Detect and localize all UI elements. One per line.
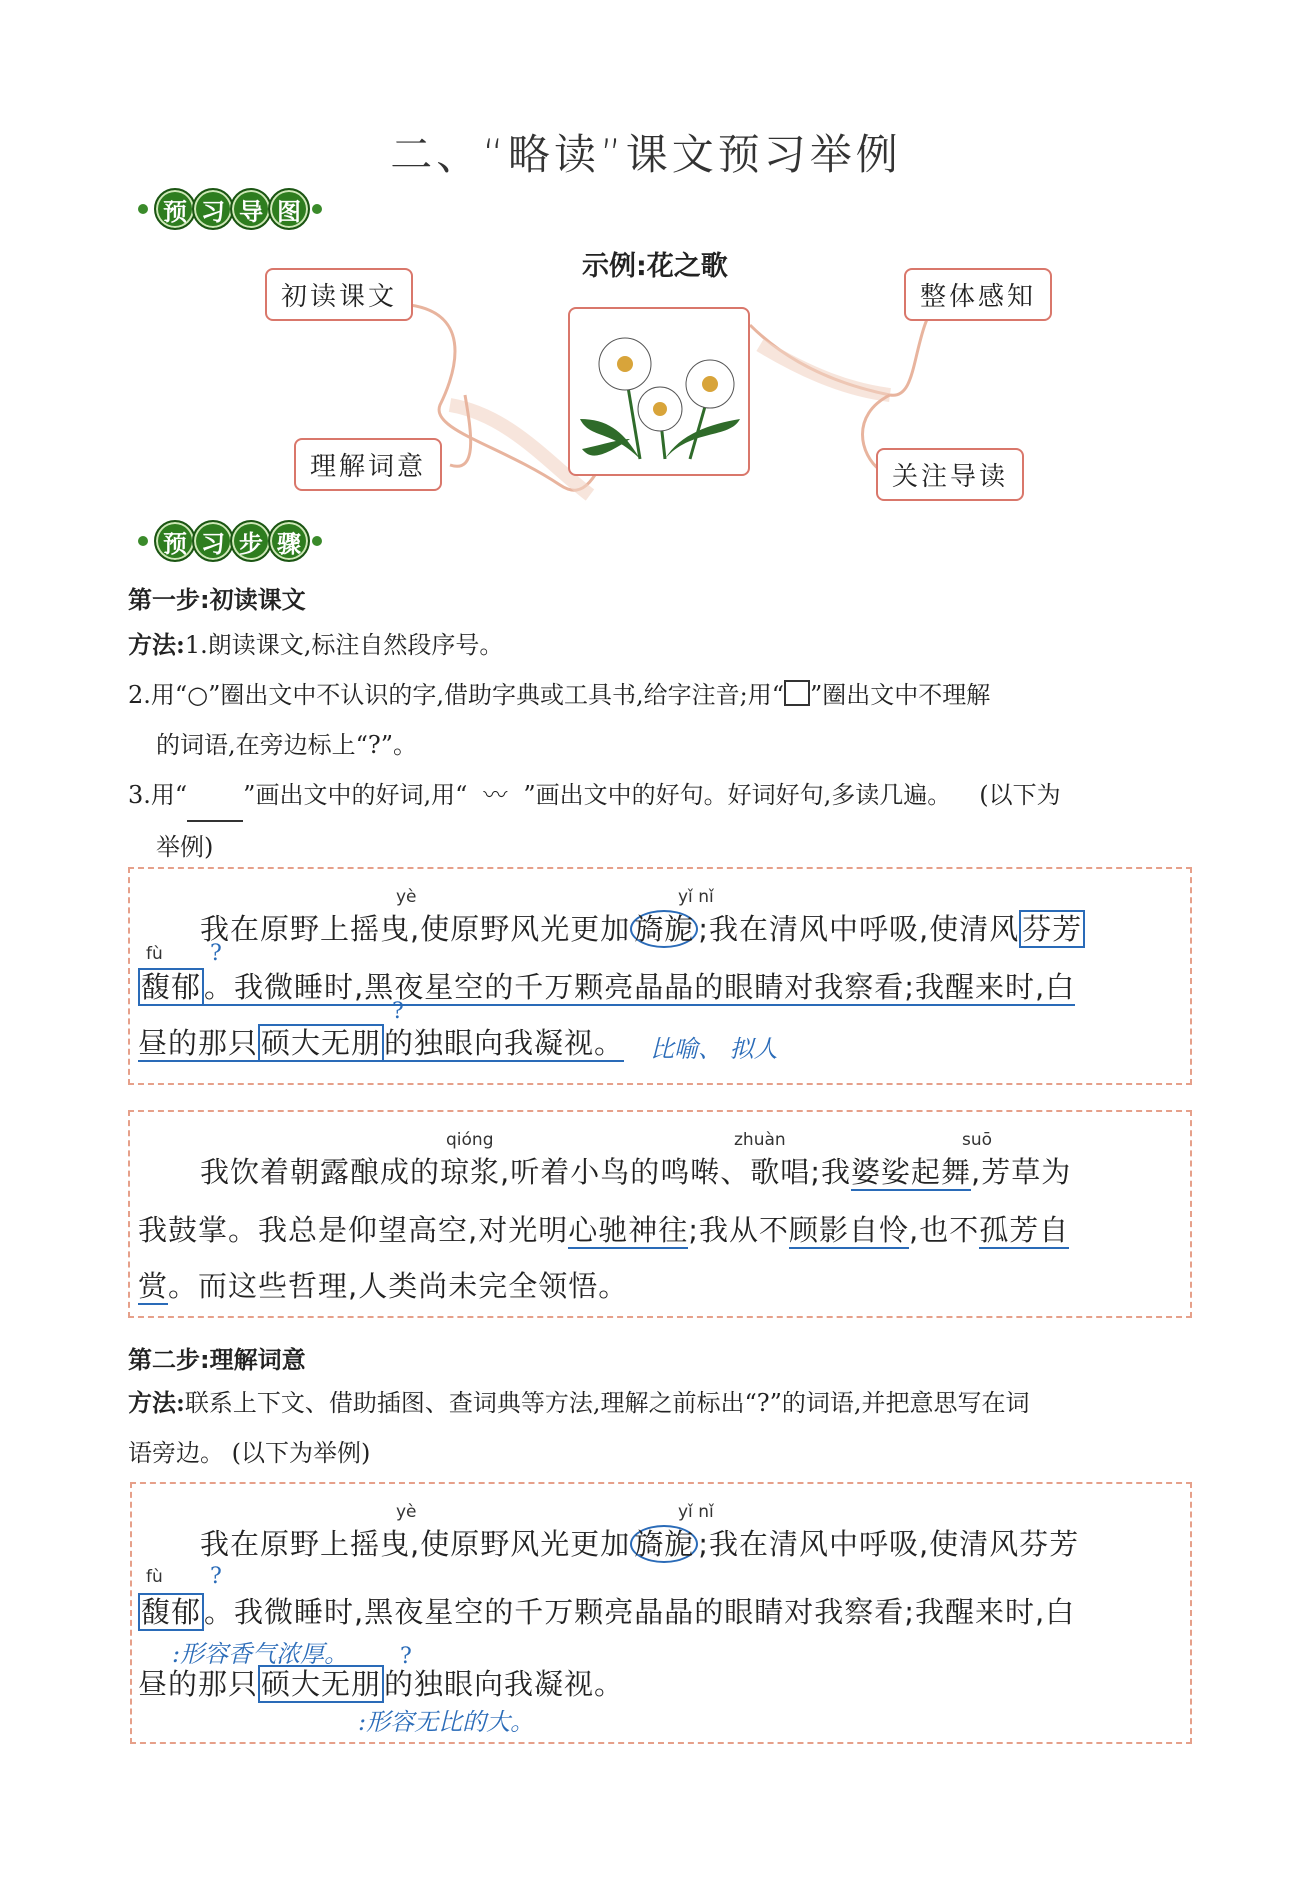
passage-text: 。我微睡时,黑夜星空的千万颗亮晶晶的眼睛对我察看;我醒来时,白	[204, 1595, 1076, 1629]
step1-text: 举例)	[156, 833, 214, 861]
pinyin-suo: suō	[962, 1130, 993, 1150]
passage-text: 昼的那只	[138, 1667, 259, 1701]
flower-illustration	[568, 307, 750, 476]
step1-text: 2.用“○”圈出文中不认识的字,借助字典或工具书,给字注音;用“	[128, 681, 784, 709]
handwritten-note: 比喻、 拟人	[650, 1035, 778, 1063]
badge-char: 导	[230, 188, 272, 230]
mindmap-node-first-reading: 初读课文	[265, 268, 413, 321]
flower-icon	[570, 309, 748, 474]
passage-text: 的独眼向我凝视。	[384, 1667, 625, 1701]
step1-text: 1.朗读课文,标注自然段序号。	[184, 631, 504, 659]
wavy-line-symbol-icon: 〰	[483, 781, 508, 809]
step1-heading: 第一步:初读课文	[128, 586, 306, 614]
step2-text: 联系上下文、借助插图、查词典等方法,理解之前标出“?”的词语,并把意思写在词	[184, 1389, 1030, 1417]
passage-text: ;我在清风中呼吸,使清风芬芳	[698, 1527, 1080, 1561]
mindmap-center-label: 示例:花之歌	[582, 251, 728, 282]
passage-text: ;我在清风中呼吸,使清风	[698, 912, 1020, 946]
step1-text: ”圈出文中不理解	[810, 681, 991, 709]
square-symbol-icon	[784, 680, 810, 706]
question-mark: ?	[392, 999, 404, 1024]
mindmap-node-overall-perception: 整体感知	[904, 268, 1052, 321]
step1-line	[128, 770, 1198, 822]
section-badge-preview-map	[132, 186, 328, 232]
underlined-word: 赏	[138, 1269, 169, 1303]
pinyin-yini: yǐ nǐ	[678, 1502, 714, 1522]
pinyin-fu: fù	[146, 1567, 163, 1587]
passage-text: 我饮着朝露酿成的琼浆,听着小鸟的鸣啭、歌唱;我	[200, 1155, 851, 1189]
example-box-word-meanings	[130, 1482, 1192, 1744]
step2-heading: 第二步:理解词意	[128, 1346, 306, 1374]
question-mark: ?	[210, 941, 222, 966]
badge-dot-icon	[312, 204, 322, 214]
step1-text: (以下为	[979, 781, 1061, 809]
pinyin-zhuan: zhuàn	[734, 1130, 786, 1150]
mindmap-node-word-meaning: 理解词意	[294, 438, 442, 491]
passage-line	[138, 965, 1075, 1006]
step2-method	[128, 1378, 1198, 1478]
method-label: 方法:	[128, 1388, 185, 1417]
step2-text: 语旁边。 (以下为举例)	[128, 1439, 371, 1467]
boxed-word: 硕大无朋	[258, 1024, 384, 1062]
question-mark: ?	[210, 1564, 222, 1589]
badge-char: 步	[230, 520, 272, 562]
step1-text: 的词语,在旁边标上“?”。	[156, 731, 418, 759]
passage-line	[200, 907, 1085, 948]
badge-char: 习	[192, 520, 234, 562]
passage-line	[138, 1662, 624, 1703]
step1-line	[128, 822, 1198, 872]
pinyin-fu: fù	[146, 944, 163, 964]
question-mark: ?	[400, 1644, 412, 1669]
step2-line	[128, 1378, 1198, 1428]
passage-line	[200, 1522, 1079, 1563]
badge-char: 预	[154, 520, 196, 562]
boxed-word: 馥郁	[138, 968, 204, 1006]
pinyin-ye: yè	[396, 887, 417, 907]
passage-text: 我鼓掌。我总是仰望高空,对光明	[138, 1213, 569, 1247]
badge-dot-icon	[138, 204, 148, 214]
badge-char: 骤	[268, 520, 310, 562]
wavy-underlined-sentence: 。我微睡时,黑夜星空的千万颗亮晶晶的眼睛对我察看;我醒来时,白	[204, 970, 1076, 1004]
underlined-word: 孤芳自	[979, 1213, 1070, 1247]
badge-char: 预	[154, 188, 196, 230]
mindmap-node-focus-guide: 关注导读	[876, 448, 1024, 501]
passage-line	[138, 1021, 624, 1062]
page-title: 二、“略读”课文预习举例	[390, 130, 902, 179]
handwritten-note: :形容香气浓厚。	[172, 1640, 349, 1668]
passage-text: ;我从不	[688, 1213, 790, 1247]
passage-text: 我在原野上摇曳,使原野风光更加	[200, 1527, 631, 1561]
boxed-word: 硕大无朋	[258, 1665, 384, 1703]
passage-text: ,芳草为	[971, 1155, 1072, 1189]
passage-text: ,也不	[909, 1213, 980, 1247]
pinyin-qiong: qióng	[446, 1130, 494, 1150]
step1-text: ”画出文中的好句。好词好句,多读几遍。	[523, 781, 952, 809]
step1-line	[128, 670, 1198, 720]
step1-text: ”画出文中的好词,用“	[243, 781, 468, 809]
step2-line	[128, 1428, 1198, 1478]
passage-line	[138, 1590, 1075, 1631]
underlined-word: 婆娑起舞	[851, 1155, 972, 1189]
step1-line	[128, 720, 1198, 770]
circled-word: 旖旎	[630, 910, 698, 948]
boxed-word: 馥郁	[138, 1593, 204, 1631]
underline-symbol-icon	[187, 770, 243, 822]
underlined-word: 心驰神往	[568, 1213, 689, 1247]
example-box-good-words	[128, 1110, 1192, 1318]
section-badge-preview-steps	[132, 518, 328, 564]
passage-line	[138, 1264, 628, 1305]
step1-text: 3.用“	[128, 781, 188, 809]
handwritten-note: :形容无比的大。	[358, 1708, 535, 1736]
pinyin-ye: yè	[396, 1502, 417, 1522]
badge-char: 习	[192, 188, 234, 230]
badge-char: 图	[268, 188, 310, 230]
step1-line	[128, 620, 1198, 670]
passage-line	[200, 1150, 1071, 1191]
passage-text: 。而这些哲理,人类尚未完全领悟。	[168, 1269, 629, 1303]
pinyin-yini: yǐ nǐ	[678, 887, 714, 907]
step1-method	[128, 620, 1198, 872]
example-box-annotated	[128, 867, 1192, 1085]
passage-text: 昼的那只	[138, 1026, 259, 1060]
method-label: 方法:	[128, 630, 185, 659]
circled-word: 旖旎	[630, 1525, 698, 1563]
badge-dot-icon	[138, 536, 148, 546]
underlined-word: 顾影自怜	[789, 1213, 910, 1247]
passage-line	[138, 1208, 1069, 1249]
passage-text: 的独眼向我凝视。	[384, 1026, 625, 1060]
passage-text: 我在原野上摇曳,使原野风光更加	[200, 912, 631, 946]
boxed-word: 芬芳	[1019, 910, 1085, 948]
badge-dot-icon	[312, 536, 322, 546]
